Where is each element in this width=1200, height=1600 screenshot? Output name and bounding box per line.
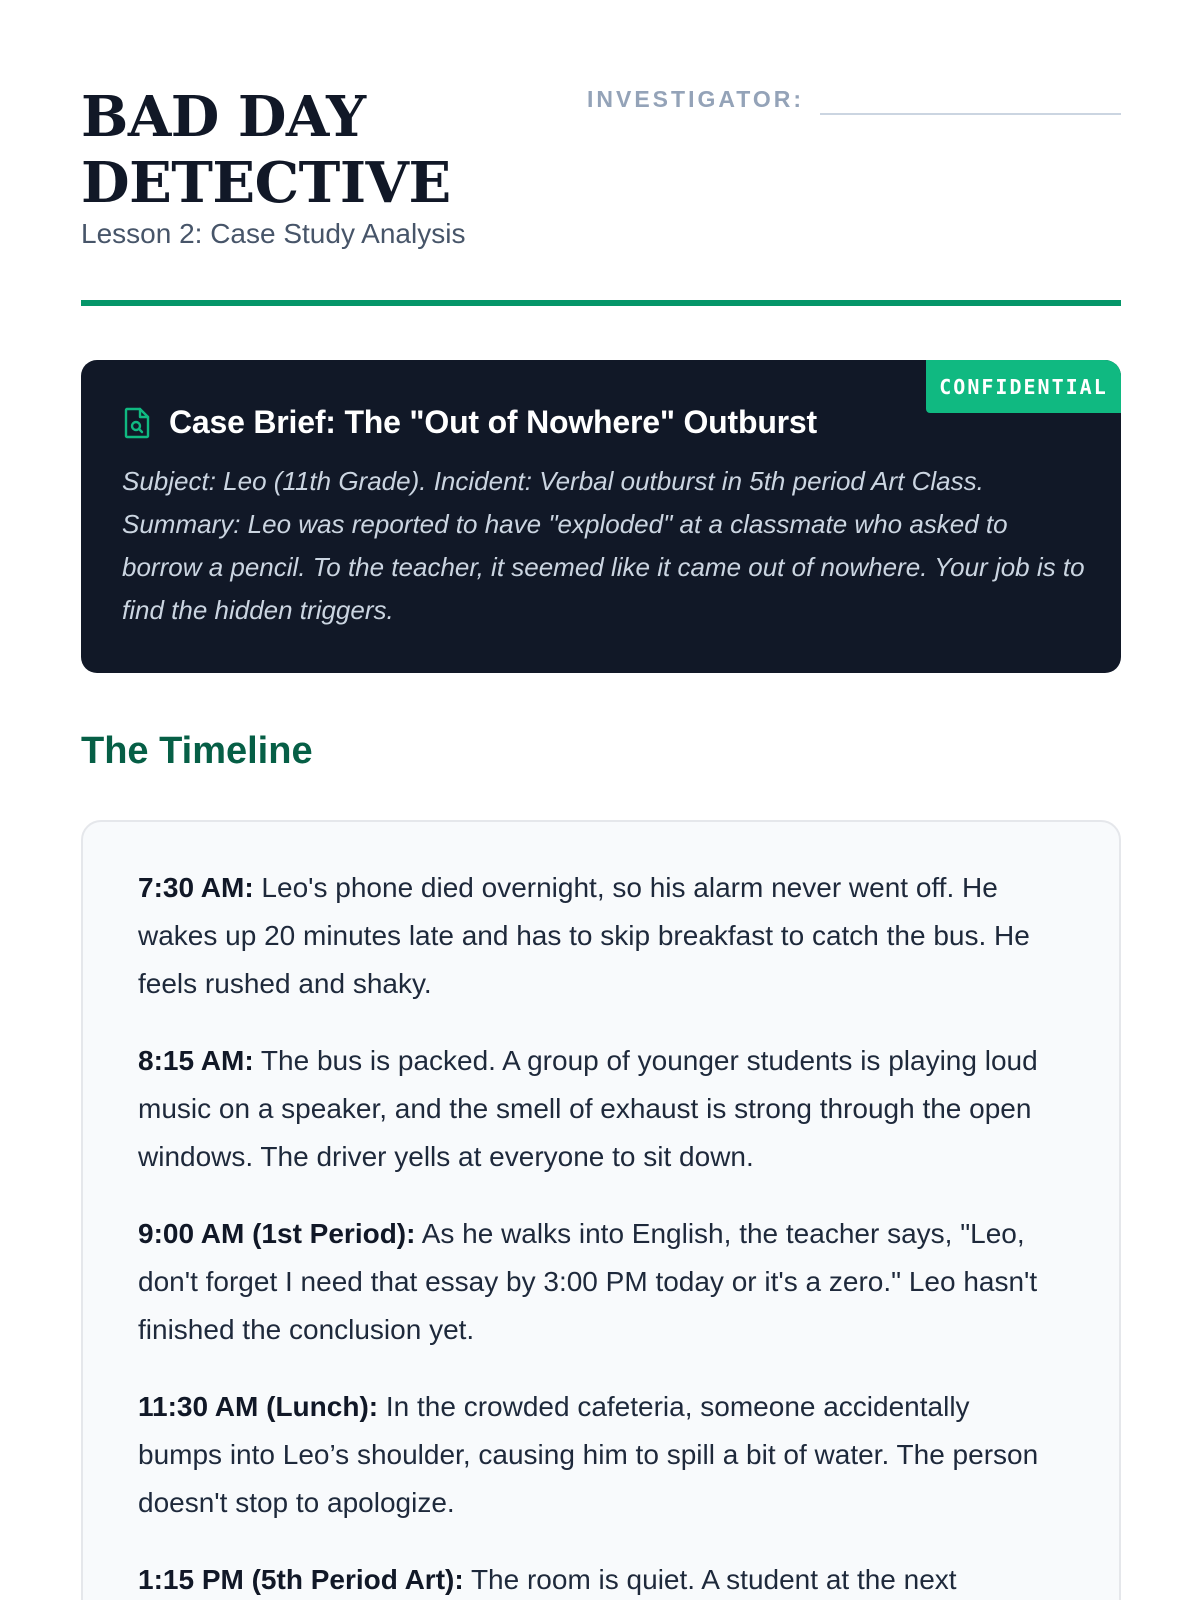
title-line-1: BAD DAY [81,84,366,150]
timeline-entry-text: The bus is packed. A group of younger students is playing loud music on a speaker, and the smell of exhaust is strong through the open windows. The driver yells at everyone to sit down. [138,1045,1038,1172]
timeline-entry-text: In the crowded cafeteria, someone accidentally bumps into Leo’s shoulder, causing him to spill a bit of water. The person doesn't stop to apologize. [138,1391,1039,1518]
worksheet-header [81,0,1121,306]
investigator-field [587,86,1121,113]
investigator-label: INVESTIGATOR: [587,86,805,112]
investigator-blank-line[interactable] [820,113,1121,115]
title-line-2: DETECTIVE [81,150,451,216]
timeline-panel [81,820,1121,1600]
timeline-entry-time: 1:15 PM (5th Period Art): [138,1564,464,1595]
timeline-entry [138,1383,1058,1527]
timeline-entry [138,1556,1058,1600]
timeline-entry [138,864,1058,1008]
timeline-entry-text: As he walks into English, the teacher says, "Leo, don't forget I need that essay by 3:00 PM today or it's a zero." Leo hasn't finished the conclusion yet. [138,1218,1038,1345]
timeline-entry-time: 7:30 AM: [138,872,254,903]
timeline-entry-time: 8:15 AM: [138,1045,254,1076]
timeline-entry-time: 11:30 AM (Lunch): [138,1391,379,1422]
file-search-icon [123,406,153,440]
confidential-stamp: CONFIDENTIAL [926,360,1121,413]
page-subtitle: Lesson 2: Case Study Analysis [81,218,466,249]
timeline-entry-time: 9:00 AM (1st Period): [138,1218,416,1249]
case-brief-panel [81,360,1121,673]
page-title [81,84,451,216]
timeline-entry [138,1210,1058,1354]
timeline-entry-text: The room is quiet. A student at the next [463,1564,957,1595]
timeline-heading: The Timeline [81,730,313,772]
header-divider [81,300,1121,306]
case-brief-title: Case Brief: The "Out of Nowhere" Outburst [169,404,817,440]
worksheet-page [81,0,1121,1600]
case-brief-text: Subject: Leo (11th Grade). Incident: Verbal outburst in 5th period Art Class. Summary: Leo was reported to have "exploded" at a classmate who asked to borrow a pencil. To the teacher, it seemed like it came out of nowhere. Your job is to find the hidden triggers. [122,466,1085,625]
timeline-entry [138,1037,1058,1181]
timeline-entry-text: Leo's phone died overnight, so his alarm never went off. He wakes up 20 minutes late and has to skip breakfast to catch the bus. He feels rushed and shaky. [138,872,1030,999]
case-brief-header [123,404,817,441]
